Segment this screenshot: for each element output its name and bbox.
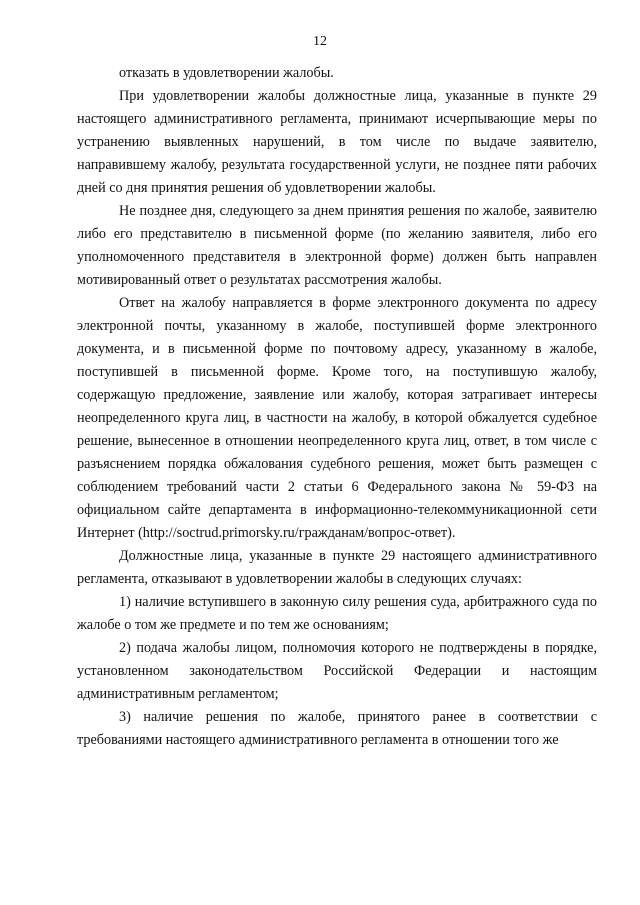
document-body bbox=[77, 62, 597, 752]
paragraph-response-deadline: Не позднее дня, следующего за днем принятия решения по жалобе, заявителю либо его представителю в письменной форме (по желанию заявителя, либо его уполномоченного представителя в электронной форме) должен быть направлен мотивированный ответ о результатах рассмотрения жалобы. bbox=[77, 203, 597, 288]
page-number: 12 bbox=[313, 34, 327, 49]
paragraph-continuation: отказать в удовлетворении жалобы. bbox=[119, 65, 334, 81]
paragraph-satisfaction: При удовлетворении жалобы должностные лица, указанные в пункте 29 настоящего административного регламента, принимают исчерпывающие меры по устранению выявленных нарушений, в том числе по выдаче заявителю, направившему жалобу, результата государственной услуги, не позднее пяти рабочих дней со дня принятия решения об удовлетворении жалобы. bbox=[77, 88, 597, 196]
paragraph-refusal-cases: Должностные лица, указанные в пункте 29 настоящего административного регламента, отказывают в удовлетворении жалобы в следующих случаях: bbox=[77, 548, 597, 587]
list-item-3: 3) наличие решения по жалобе, принятого ранее в соответствии с требованиями настоящего административного регламента в отношении того же bbox=[77, 709, 597, 748]
list-item-1: 1) наличие вступившего в законную силу решения суда, арбитражного суда по жалобе о том же предмете и по тем же основаниям; bbox=[77, 594, 597, 633]
list-item-2: 2) подача жалобы лицом, полномочия которого не подтверждены в порядке, установленном законодательством Российской Федерации и настоящим административным регламентом; bbox=[77, 640, 597, 702]
paragraph-response-delivery: Ответ на жалобу направляется в форме электронного документа по адресу электронной почты, указанному в жалобе, поступившей форме электронного документа, и в письменной форме по почтовому адресу, указанному в жалобе, поступившей в письменной форме. Кроме того, на поступившую жалобу, содержащую предложение, заявление или жалобу, которая затрагивает интересы неопределенного круга лиц, в частности на жалобу, в которой обжалуется судебное решение, вынесенное в отношении неопределенного круга лиц, ответ, в том числе с разъяснением порядка обжалования судебного решения, может быть размещен с соблюдением требований части 2 статьи 6 Федерального закона № 59-ФЗ на официальном сайте департамента в информационно-телекоммуникационной сети Интернет (http://soctrud.primorsky.ru/гражданам/вопрос-ответ). bbox=[77, 295, 597, 541]
